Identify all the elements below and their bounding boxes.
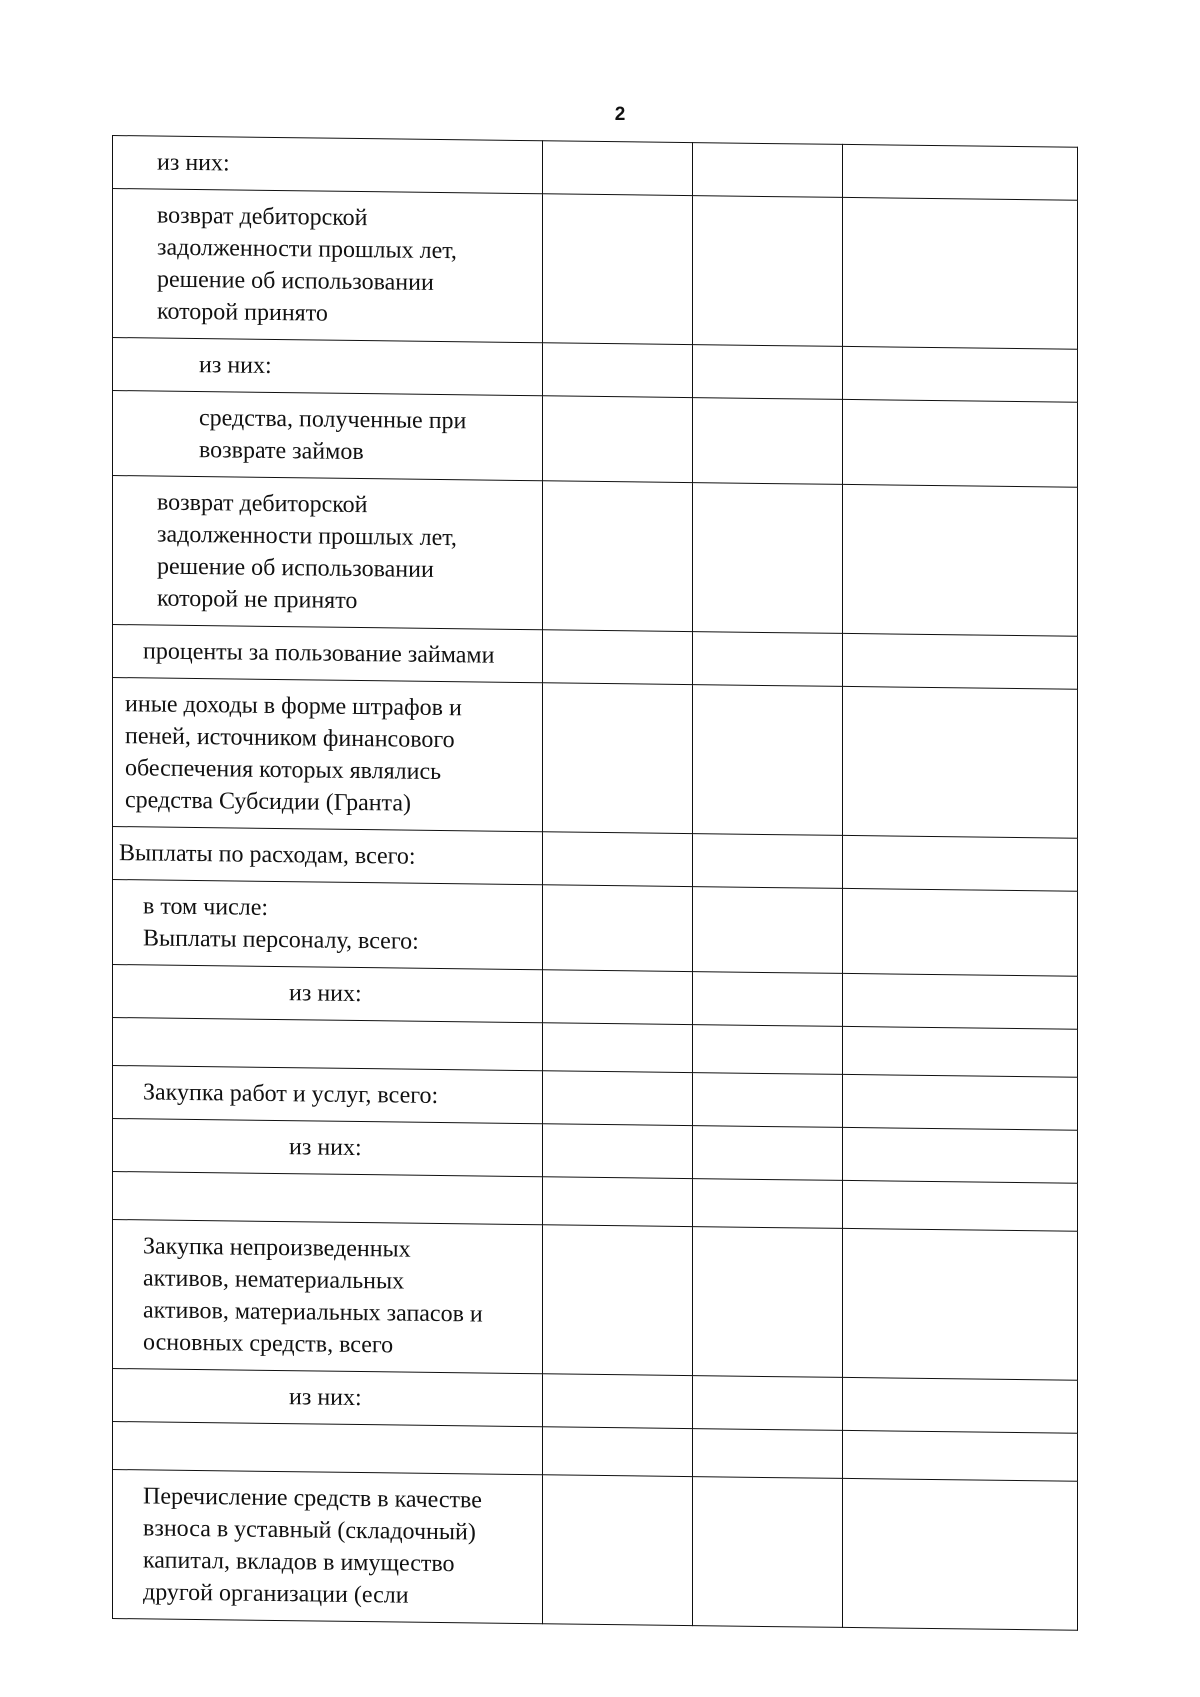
value-cell: [693, 143, 843, 198]
value-cell: [843, 346, 1078, 402]
value-cell: [843, 835, 1078, 891]
value-cell: [693, 1025, 843, 1075]
value-cell: [693, 483, 843, 634]
value-cell: [843, 197, 1078, 349]
row-label-line: проценты за пользование займами: [143, 638, 495, 669]
row-label-cell: [113, 625, 543, 683]
value-cell: [693, 1429, 843, 1479]
value-cell: [843, 399, 1078, 487]
value-cell: [843, 1127, 1078, 1183]
report-table: [112, 135, 1078, 1631]
row-label-line: пеней, источником финансового: [125, 723, 455, 754]
value-cell: [843, 1228, 1078, 1380]
value-cell: [693, 972, 843, 1027]
row-label-cell: [113, 678, 543, 832]
value-cell: [543, 343, 693, 398]
row-label-cell: [113, 1220, 543, 1374]
row-label-line: задолженности прошлых лет,: [157, 234, 457, 265]
value-cell: [843, 686, 1078, 838]
value-cell: [693, 196, 843, 347]
row-label-cell: [113, 1018, 543, 1071]
value-cell: [543, 1177, 693, 1227]
table-row: [113, 391, 1078, 488]
value-cell: [543, 1225, 693, 1376]
row-label-line: возврате займов: [199, 437, 364, 466]
row-label-cell: [113, 338, 543, 396]
value-cell: [843, 633, 1078, 689]
value-cell: [543, 481, 693, 632]
value-cell: [543, 1427, 693, 1477]
row-label-line: решение об использовании: [157, 553, 434, 583]
row-label-cell: [113, 1066, 543, 1124]
value-cell: [843, 144, 1078, 200]
value-cell: [543, 630, 693, 685]
page-number: 2: [614, 104, 626, 125]
row-label-line: из них:: [199, 352, 272, 379]
row-label-line: средства Субсидии (Гранта): [125, 787, 411, 817]
table-row: [113, 880, 1078, 977]
row-label-cell: [113, 880, 543, 970]
value-cell: [843, 973, 1078, 1029]
value-cell: [693, 398, 843, 485]
table-row: [113, 678, 1078, 839]
value-cell: [693, 345, 843, 400]
row-label-line: из них:: [289, 1384, 362, 1412]
row-label-line: взноса в уставный (складочный): [143, 1515, 476, 1546]
value-cell: [843, 1377, 1078, 1433]
value-cell: [843, 484, 1078, 636]
row-label-line: [119, 1446, 538, 1451]
row-label-line: задолженности прошлых лет,: [157, 521, 457, 552]
row-label-line: активов, нематериальных: [143, 1265, 405, 1295]
row-label-line: из них:: [157, 149, 230, 177]
value-cell: [843, 1478, 1078, 1630]
value-cell: [543, 1071, 693, 1126]
row-label-cell: [113, 136, 543, 194]
row-label-line: основных средств, всего: [143, 1329, 394, 1359]
row-label-line: активов, материальных запасов и: [143, 1297, 483, 1328]
value-cell: [543, 885, 693, 972]
value-cell: [693, 887, 843, 974]
value-cell: [543, 1124, 693, 1179]
row-label-line: другой организации (если: [143, 1579, 409, 1609]
value-cell: [543, 683, 693, 834]
row-label-line: Закупка непроизведенных: [143, 1233, 411, 1263]
table-row: [113, 1470, 1078, 1631]
value-cell: [543, 194, 693, 345]
row-label-line: в том числе:: [143, 893, 269, 921]
value-cell: [693, 1179, 843, 1229]
row-label-line: решение об использовании: [157, 266, 434, 296]
row-label-line: которой принято: [157, 298, 328, 327]
row-label-line: Выплаты по расходам, всего:: [119, 840, 416, 870]
table-row: [113, 189, 1078, 350]
row-label-cell: [113, 1369, 543, 1427]
value-cell: [843, 888, 1078, 976]
row-label-line: обеспечения которых являлись: [125, 755, 442, 786]
row-label-cell: [113, 189, 543, 343]
table-row: [113, 476, 1078, 637]
value-cell: [843, 1430, 1078, 1481]
value-cell: [543, 1374, 693, 1429]
row-label-line: из них:: [289, 1134, 362, 1162]
report-table-body: [113, 136, 1078, 1631]
row-label-cell: [113, 1119, 543, 1177]
row-label-line: возврат дебиторской: [157, 489, 368, 519]
value-cell: [693, 1126, 843, 1181]
value-cell: [543, 1023, 693, 1073]
value-cell: [693, 632, 843, 687]
value-cell: [543, 141, 693, 196]
table-row: [113, 1220, 1078, 1381]
value-cell: [693, 1073, 843, 1128]
row-label-line: Выплаты персоналу, всего:: [143, 925, 419, 955]
row-label-cell: [113, 1422, 543, 1475]
row-label-line: иные доходы в форме штрафов и: [125, 691, 462, 722]
value-cell: [693, 1477, 843, 1628]
value-cell: [693, 685, 843, 836]
row-label-cell: [113, 1172, 543, 1225]
value-cell: [693, 1227, 843, 1378]
row-label-line: Перечисление средств в качестве: [143, 1483, 482, 1514]
value-cell: [543, 1475, 693, 1626]
row-label-line: которой не принято: [157, 585, 358, 614]
row-label-line: капитал, вкладов в имущество: [143, 1547, 455, 1578]
row-label-line: [119, 1042, 538, 1047]
value-cell: [693, 834, 843, 889]
row-label-cell: [113, 827, 543, 885]
row-label-cell: [113, 476, 543, 630]
value-cell: [543, 970, 693, 1025]
value-cell: [693, 1376, 843, 1431]
value-cell: [843, 1026, 1078, 1077]
row-label-line: возврат дебиторской: [157, 202, 368, 232]
row-label-cell: [113, 965, 543, 1023]
row-label-line: Закупка работ и услуг, всего:: [143, 1079, 439, 1109]
value-cell: [843, 1180, 1078, 1231]
row-label-line: [119, 1196, 538, 1201]
value-cell: [843, 1074, 1078, 1130]
value-cell: [543, 396, 693, 483]
row-label-cell: [113, 1470, 543, 1624]
row-label-line: средства, полученные при: [199, 405, 467, 435]
value-cell: [543, 832, 693, 887]
row-label-cell: [113, 391, 543, 481]
row-label-line: из них:: [289, 980, 362, 1008]
